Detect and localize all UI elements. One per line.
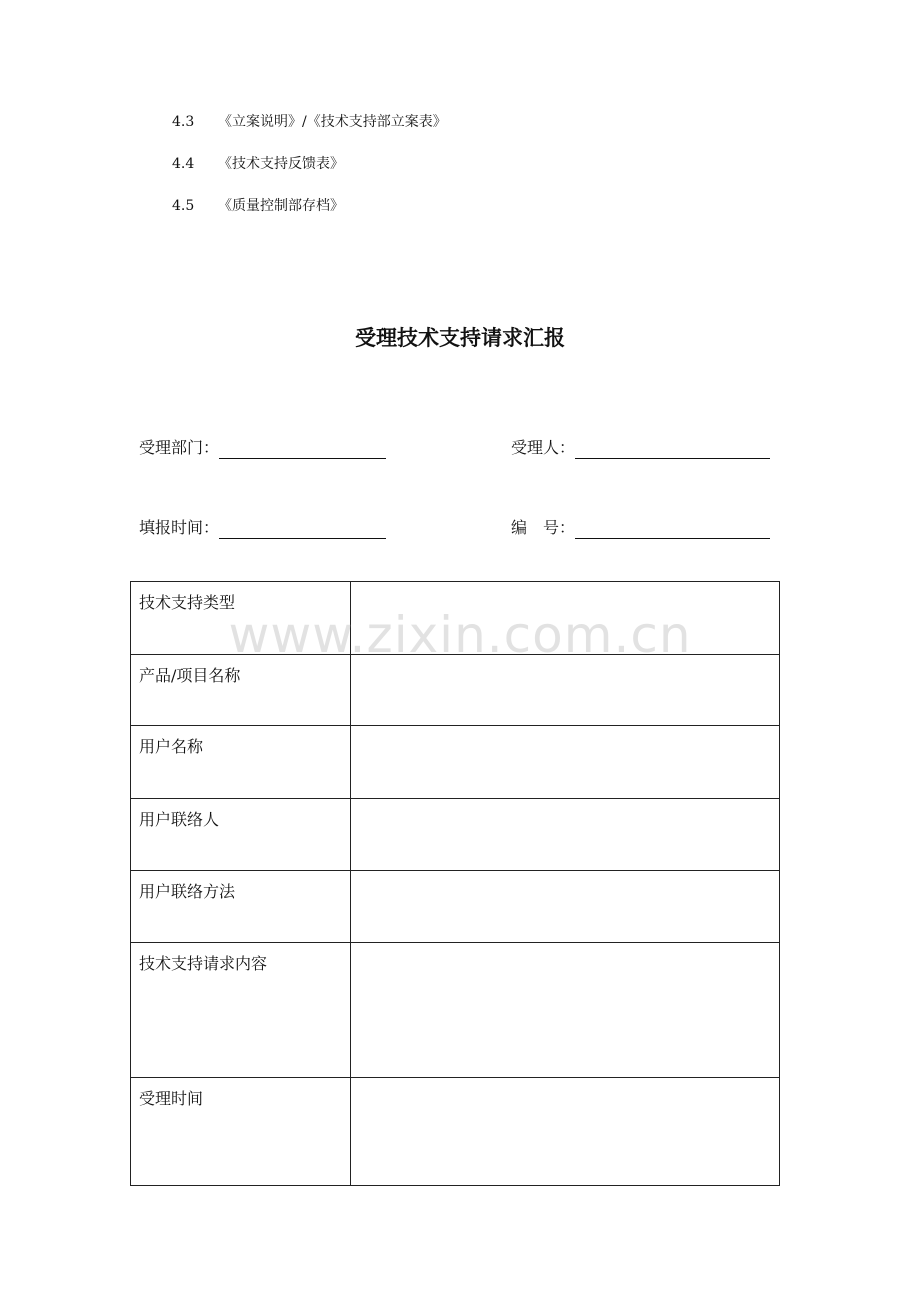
reference-text: 《质量控制部存档》 — [218, 198, 344, 214]
reference-text: 《立案说明》/《技术支持部立案表》 — [218, 114, 447, 130]
reference-number: 4.4 — [172, 156, 195, 172]
request-form-table — [130, 581, 780, 1186]
reference-number: 4.3 — [172, 114, 195, 130]
fill-time-field — [139, 517, 386, 539]
row-label: 受理时间 — [131, 1078, 351, 1186]
table-row — [131, 799, 780, 871]
number-field — [511, 517, 770, 539]
dept-blank-line[interactable] — [219, 438, 386, 459]
row-value-cell[interactable] — [351, 871, 780, 943]
row-label: 技术支持类型 — [131, 582, 351, 655]
receiver-blank-line[interactable] — [575, 438, 770, 459]
row-label: 用户名称 — [131, 726, 351, 799]
row-value-cell[interactable] — [351, 582, 780, 655]
row-label: 产品/项目名称 — [131, 655, 351, 726]
reference-text: 《技术支持反馈表》 — [218, 156, 344, 172]
receiver-label: 受理人： — [511, 438, 576, 457]
row-value-cell[interactable] — [351, 943, 780, 1078]
row-label: 用户联络人 — [131, 799, 351, 871]
table-row — [131, 582, 780, 655]
table-row — [131, 1078, 780, 1186]
receiver-field — [511, 437, 770, 459]
reference-item — [172, 154, 447, 196]
page-title: 受理技术支持请求汇报 — [355, 325, 565, 350]
reference-item — [172, 112, 447, 154]
number-blank-line[interactable] — [575, 518, 770, 539]
row-value-cell[interactable] — [351, 1078, 780, 1186]
row-value-cell[interactable] — [351, 726, 780, 799]
row-label: 用户联络方法 — [131, 871, 351, 943]
dept-label: 受理部门： — [139, 438, 220, 457]
watermark-text: www.zixin.com.cn — [228, 606, 692, 664]
table-row — [131, 871, 780, 943]
reference-number: 4.5 — [172, 198, 195, 214]
table-row — [131, 655, 780, 726]
reference-list — [172, 112, 447, 238]
row-value-cell[interactable] — [351, 799, 780, 871]
number-label: 编 号： — [511, 518, 576, 537]
reference-item — [172, 196, 447, 238]
row-label: 技术支持请求内容 — [131, 943, 351, 1078]
fill-time-label: 填报时间： — [139, 518, 220, 537]
table-row — [131, 726, 780, 799]
table-row — [131, 943, 780, 1078]
dept-field — [139, 437, 386, 459]
fill-time-blank-line[interactable] — [219, 518, 386, 539]
row-value-cell[interactable] — [351, 655, 780, 726]
